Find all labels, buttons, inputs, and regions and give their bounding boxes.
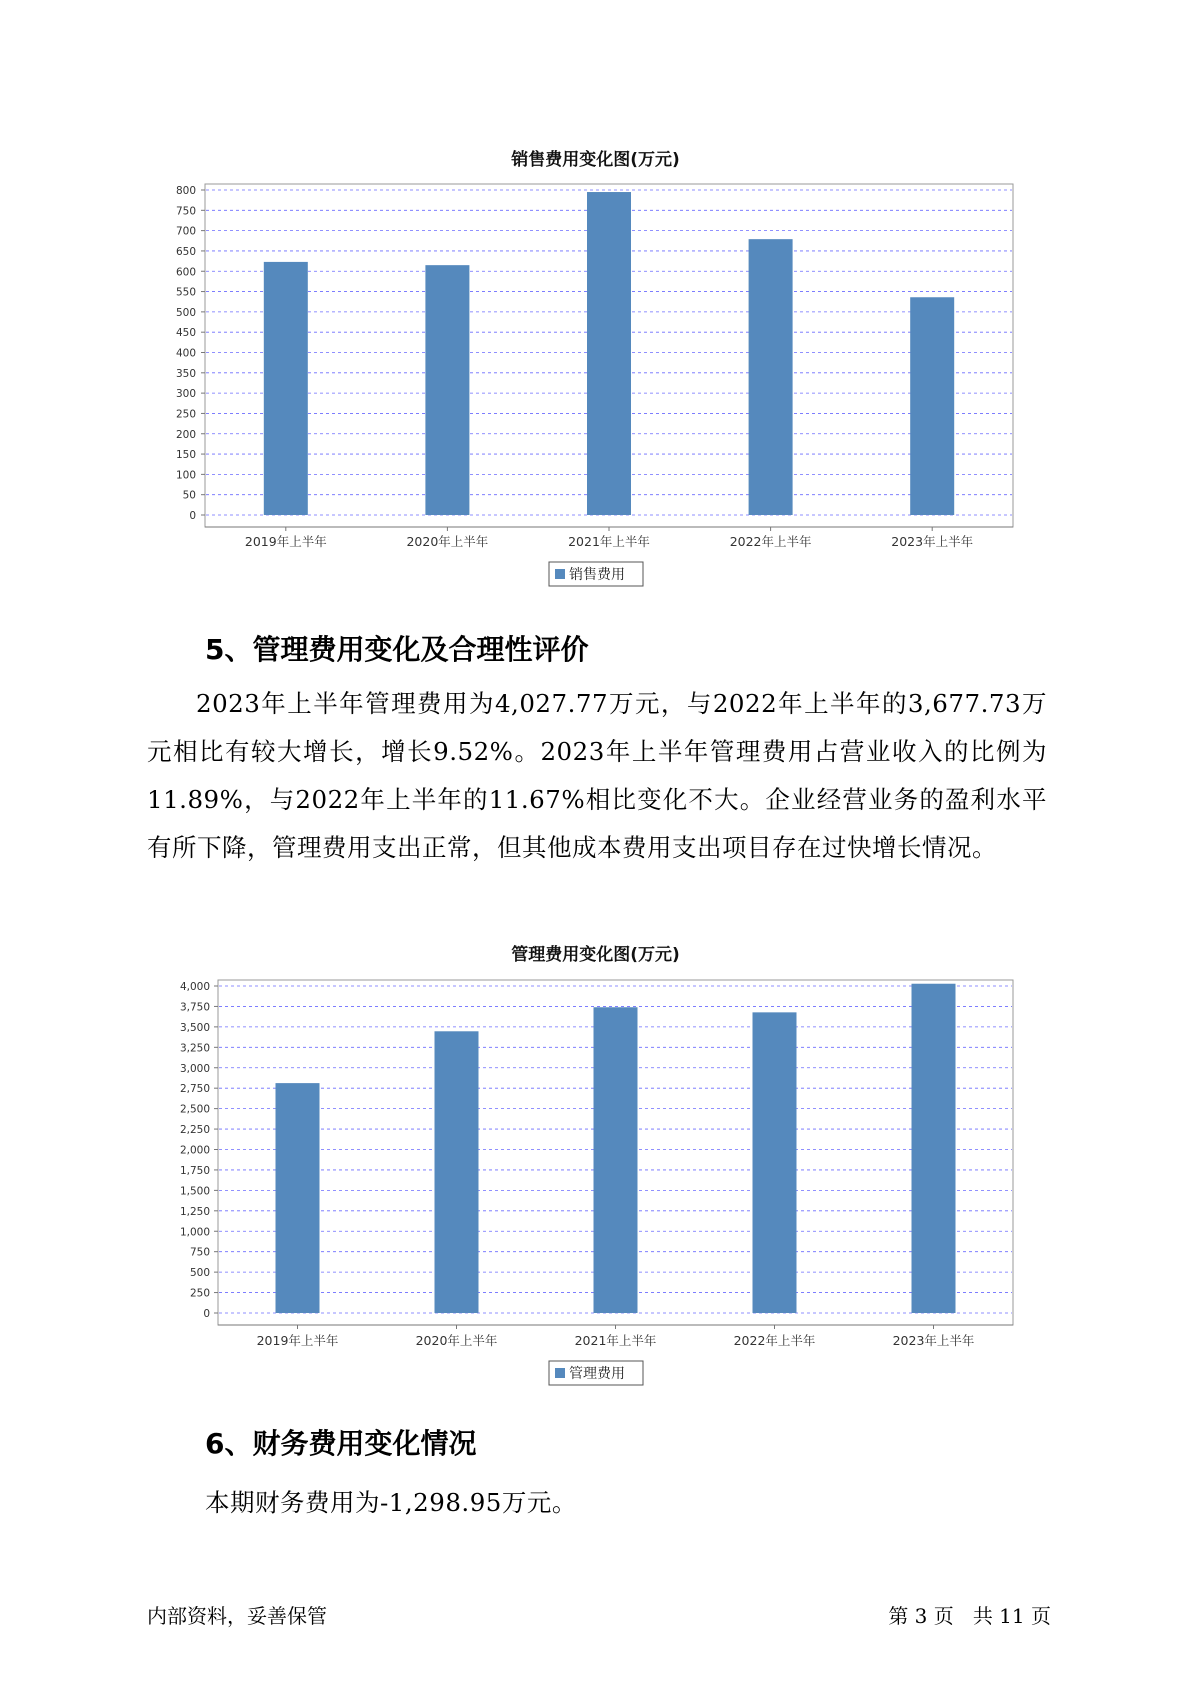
y-tick-label: 0	[189, 510, 196, 522]
y-tick-label: 1,250	[179, 1205, 210, 1218]
y-tick-label: 600	[175, 266, 196, 279]
bar	[753, 1012, 797, 1313]
section-6-heading: 6、财务费用变化情况	[205, 1427, 477, 1460]
x-tick-label: 2023年上半年	[892, 1333, 975, 1348]
y-tick-label: 1,500	[179, 1185, 210, 1198]
chart-title-selling-expense: 销售费用变化图(万元)	[511, 150, 680, 170]
y-tick-label: 150	[175, 449, 196, 462]
bar	[912, 984, 956, 1313]
y-tick-label: 2,500	[179, 1103, 210, 1116]
x-tick-label: 2022年上半年	[733, 1333, 816, 1348]
bar	[425, 265, 469, 515]
x-tick-label: 2019年上半年	[256, 1333, 339, 1348]
y-tick-label: 2,000	[179, 1144, 210, 1157]
admin-expense-bar-chart	[0, 968, 1191, 1418]
x-tick-label: 2020年上半年	[415, 1333, 498, 1348]
section-5-paragraph: 2023年上半年管理费用为4,027.77万元，与2022年上半年的3,677.73万元相比有较大增长，增长9.52%。2023年上半年管理费用占营业收入的比例为11.89%，与2022年上半年的11.67%相比变化不大。企业经营业务的盈利水平有所下降，管理费用支出正常，但其他成本费用支出项目存在过快增长情况。	[147, 689, 1047, 862]
bar	[264, 262, 308, 515]
bar	[749, 239, 793, 515]
x-tick-label: 2021年上半年	[568, 534, 650, 549]
y-tick-label: 250	[175, 408, 196, 421]
bar	[594, 1007, 638, 1313]
y-tick-label: 350	[175, 367, 196, 380]
legend-swatch	[555, 569, 565, 579]
y-tick-label: 500	[189, 1267, 210, 1280]
footer-page-number: 第 3 页 共 11 页	[888, 1604, 1051, 1628]
selling-expense-bar-chart	[0, 170, 1191, 620]
y-tick-label: 3,500	[179, 1021, 210, 1034]
y-tick-label: 200	[175, 428, 196, 441]
x-tick-label: 2020年上半年	[406, 534, 489, 549]
y-tick-label: 700	[175, 225, 196, 238]
y-tick-label: 1,000	[179, 1226, 210, 1239]
y-tick-label: 550	[175, 286, 196, 299]
y-tick-label: 3,750	[179, 1001, 210, 1014]
y-tick-label: 2,750	[179, 1083, 210, 1096]
y-tick-label: 750	[189, 1246, 210, 1259]
legend-label: 管理费用	[569, 1366, 625, 1382]
y-tick-label: 300	[175, 388, 196, 401]
section-6-paragraph: 本期财务费用为-1,298.95万元。	[205, 1488, 577, 1517]
footer-confidential-note: 内部资料，妥善保管	[147, 1604, 327, 1628]
y-tick-label: 4,000	[179, 981, 210, 993]
y-tick-label: 50	[182, 489, 196, 502]
y-tick-label: 2,250	[179, 1124, 210, 1137]
bar	[910, 297, 954, 515]
y-tick-label: 750	[175, 205, 196, 218]
bar	[587, 192, 631, 515]
bar	[435, 1031, 479, 1313]
section-5-heading: 5、管理费用变化及合理性评价	[205, 633, 589, 666]
y-tick-label: 400	[175, 347, 196, 360]
y-tick-label: 3,000	[179, 1062, 210, 1075]
y-tick-label: 100	[175, 469, 196, 482]
legend-label: 销售费用	[569, 567, 625, 583]
y-tick-label: 1,750	[179, 1164, 210, 1177]
bar	[276, 1083, 320, 1313]
x-tick-label: 2022年上半年	[729, 534, 812, 549]
x-tick-label: 2023年上半年	[891, 534, 974, 549]
x-tick-label: 2019年上半年	[244, 534, 327, 549]
y-tick-label: 500	[175, 306, 196, 319]
y-tick-label: 800	[175, 185, 196, 197]
y-tick-label: 3,250	[179, 1042, 210, 1055]
chart-title-admin-expense: 管理费用变化图(万元)	[511, 945, 680, 965]
y-tick-label: 650	[175, 245, 196, 258]
x-tick-label: 2021年上半年	[574, 1333, 657, 1348]
y-tick-label: 450	[175, 327, 196, 340]
y-tick-label: 250	[189, 1287, 210, 1300]
y-tick-label: 0	[203, 1308, 210, 1320]
legend-swatch	[555, 1368, 565, 1378]
